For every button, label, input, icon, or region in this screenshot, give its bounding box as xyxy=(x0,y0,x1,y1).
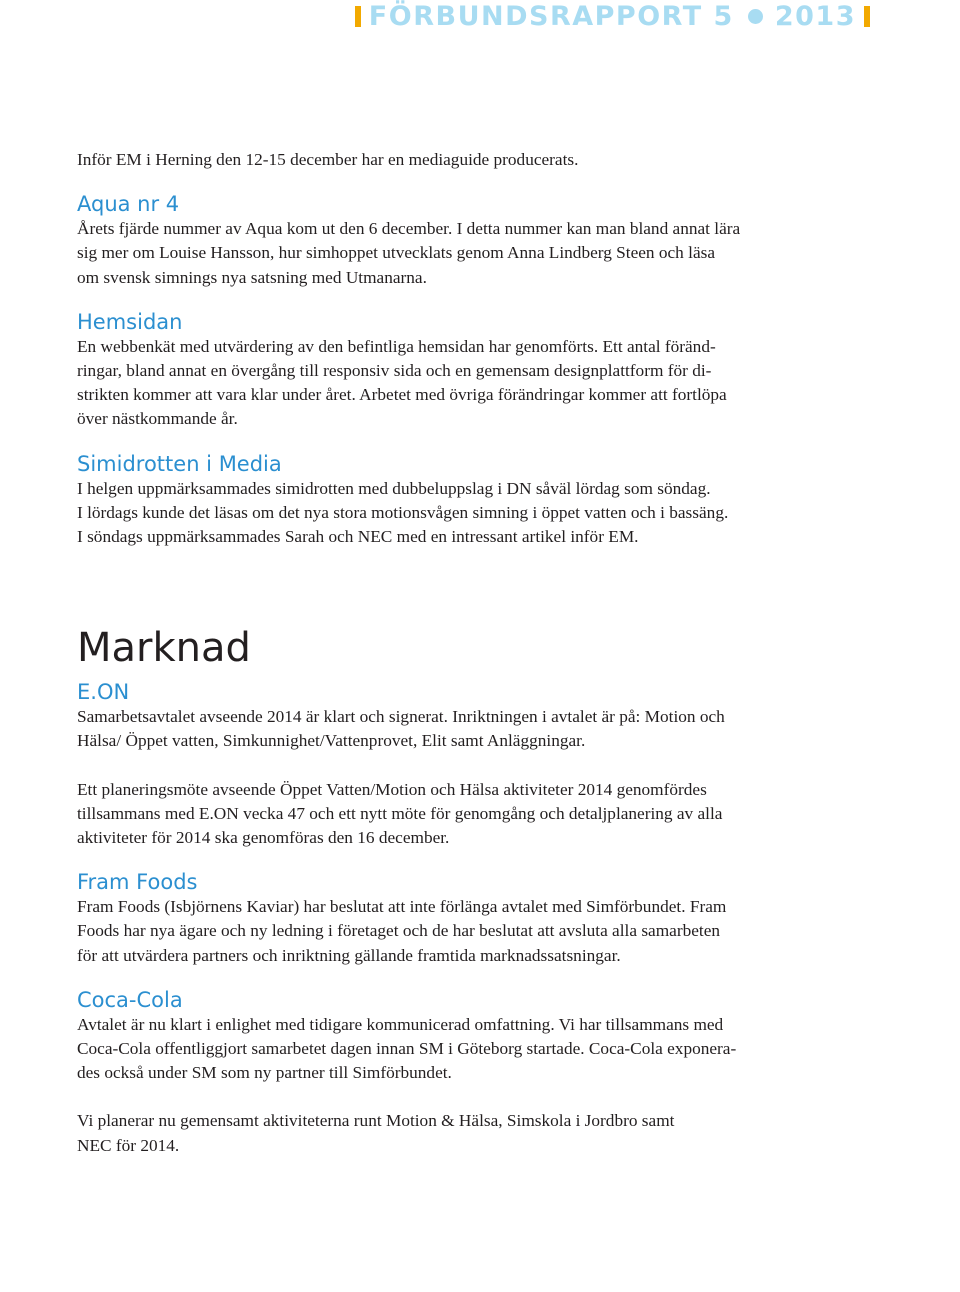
section-heading-framfoods: Fram Foods xyxy=(77,870,198,895)
intro-text: Inför EM i Herning den 12-15 december har en mediaguide producerats. xyxy=(77,150,579,169)
section-heading-aqua: Aqua nr 4 xyxy=(77,192,180,217)
header-bar-left xyxy=(355,6,361,27)
media-text: I helgen uppmärksammades simidrotten med dubbeluppslag i DN såväl lördag som söndag. I lördags kunde det läsas om det nya stora motionsvågen simning i öppet vatten och i bassäng. I söndags uppmärksammades Sarah och NEC med en intressant artikel inför EM. xyxy=(77,478,729,547)
header-title: FÖRBUNDSRAPPORT 5 xyxy=(368,0,734,32)
eon-text-2: Ett planeringsmöte avseende Öppet Vatten/Motion och Hälsa aktiviteter 2014 genomfördes tillsammans med E.ON vecka 47 och ett nytt möte för genomgång och detaljplanering av alla aktiviteter för 2014 ska genomföras den 16 december. xyxy=(77,779,723,848)
section-heading-media: Simidrotten i Media xyxy=(77,451,282,476)
section-heading-hemsidan: Hemsidan xyxy=(77,309,183,334)
eon-text-1: Samarbetsavtalet avseende 2014 är klart och signerat. Inriktningen i avtalet är på: Motion och Hälsa/ Öppet vatten, Simkunnighet/Vattenprovet, Elit samt Anläggningar. xyxy=(77,707,725,751)
section-heading-eon: E.ON xyxy=(77,680,130,705)
section-heading-cocacola: Coca-Cola xyxy=(77,987,183,1012)
marknad-title: Marknad xyxy=(77,625,251,672)
framfoods-text: Fram Foods (Isbjörnens Kaviar) har beslutat att inte förlänga avtalet med Simförbundet. Fram Foods har nya ägare och ny ledning i företaget och de har beslutat att avsluta alla samarbeten för att utvärdera partners och inriktning gällande framtida marknadssatsningar. xyxy=(77,897,727,965)
header-year: 2013 xyxy=(774,0,856,32)
page-header xyxy=(347,0,878,32)
cocacola-text-2: Vi planerar nu gemensamt aktiviteterna runt Motion & Hälsa, Simskola i Jordbro samt NEC för 2014. xyxy=(77,1111,675,1155)
hemsidan-text: En webbenkät med utvärdering av den befintliga hemsidan har genomförts. Ett antal föränd- ringar, bland annat en övergång till responsiv sida och en gemensam designplattform för di- strikten kommer att vara klar under året. Arbetet med övriga förändringar kommer att fortlöpa över nästkommande år. xyxy=(77,336,727,429)
header-dot xyxy=(748,9,763,24)
header-bar-right xyxy=(864,6,870,27)
report-content xyxy=(77,148,837,1158)
aqua-text: Årets fjärde nummer av Aqua kom ut den 6 december. I detta nummer kan man bland annat lära sig mer om Louise Hansson, hur simhoppet utvecklats genom Anna Lindberg Steen och läsa om svensk simnings nya satsning med Utmanarna. xyxy=(77,219,741,287)
cocacola-text-1: Avtalet är nu klart i enlighet med tidigare kommunicerad omfattning. Vi har tillsammans med Coca-Cola offentliggjort samarbetet dagen innan SM i Göteborg startade. Coca-Cola exponera- des också under SM som ny partner till Simförbundet. xyxy=(77,1014,737,1083)
